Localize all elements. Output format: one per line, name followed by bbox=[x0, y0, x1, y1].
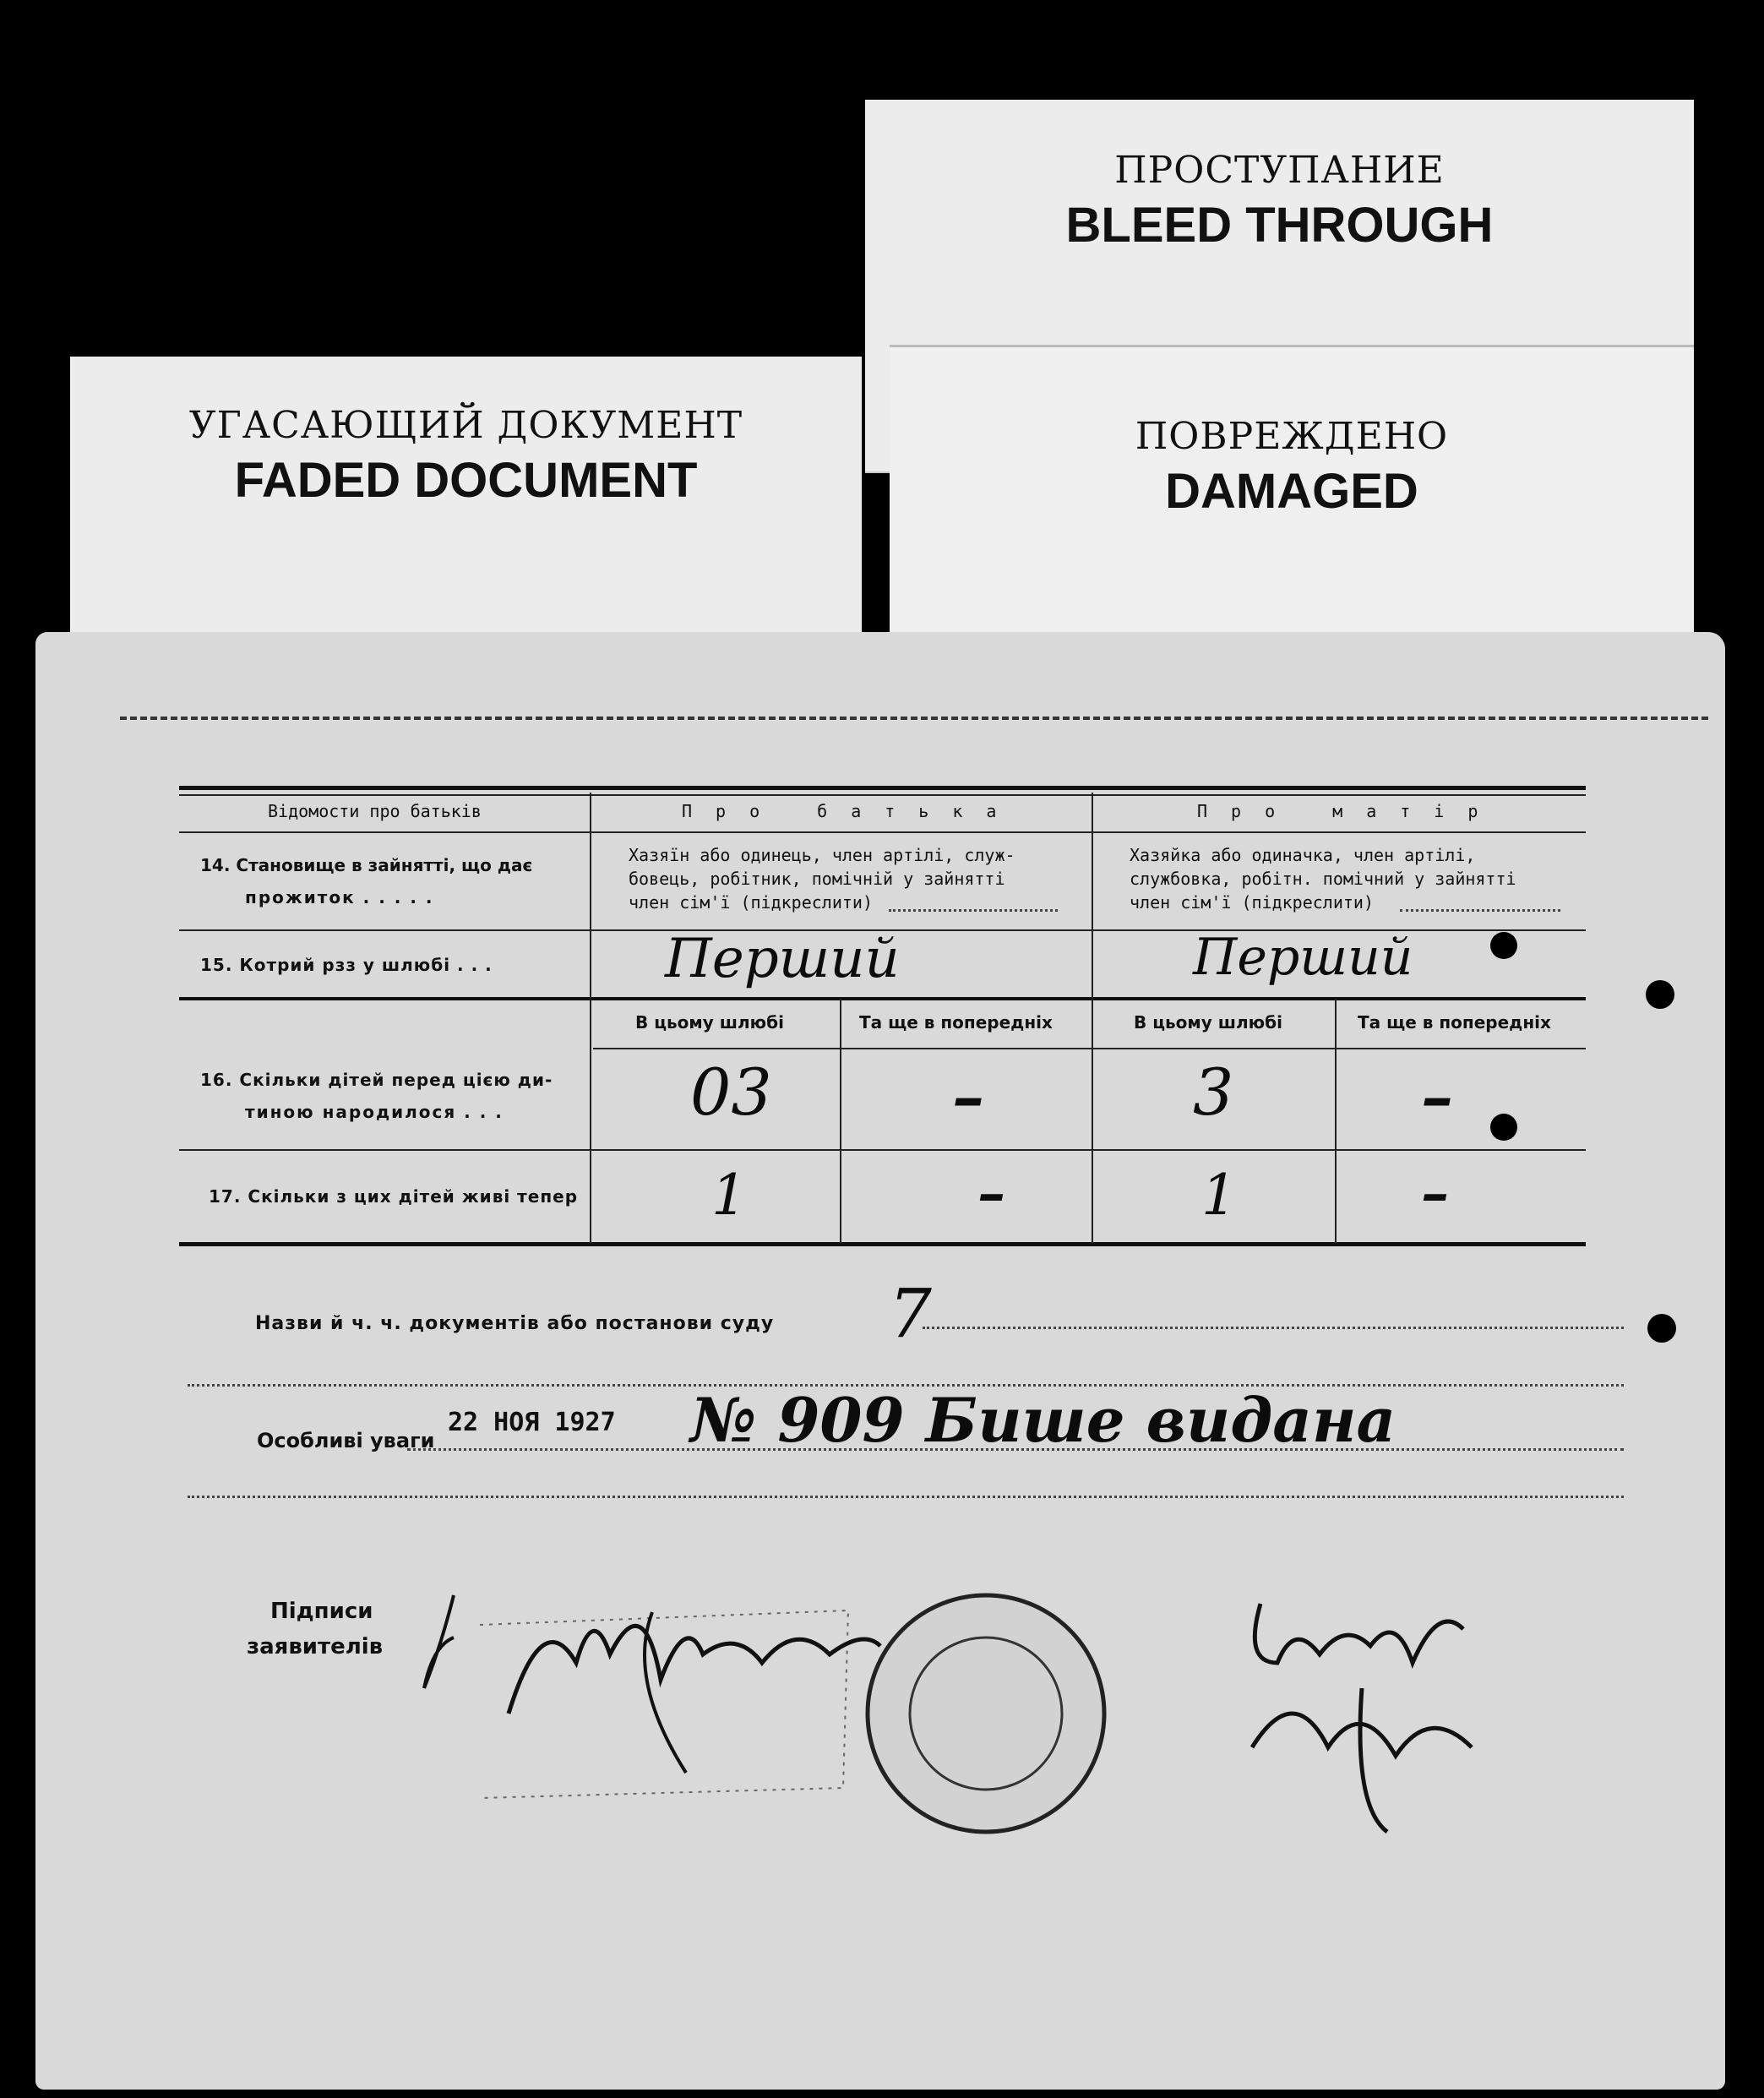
row15-mother-value: Перший bbox=[1193, 928, 1413, 987]
fill-line bbox=[889, 909, 1058, 912]
notes-label: Особливі уваги bbox=[257, 1429, 435, 1452]
fill-line bbox=[407, 1448, 1624, 1451]
row14-father-options: бовець, робітник, помічній у зайнятті bbox=[629, 869, 1005, 889]
date-stamp: 22 НОЯ 1927 bbox=[448, 1408, 616, 1437]
damaged-ru: ПОВРЕЖДЕНО bbox=[1135, 415, 1449, 458]
col-header-father: Про батька bbox=[682, 801, 1021, 821]
bleed-through-en: BLEED THROUGH bbox=[1065, 198, 1494, 253]
official-seal-icon bbox=[868, 1595, 1104, 1832]
fill-line bbox=[1400, 909, 1560, 912]
document-sheet bbox=[35, 632, 1725, 2090]
row14-mother-options: службовка, робітн. помічний у зайнятті bbox=[1130, 869, 1516, 889]
table-col-divider bbox=[590, 793, 591, 1244]
ink-blot bbox=[1490, 932, 1517, 959]
bleed-through-ru: ПРОСТУПАНИЕ bbox=[1114, 149, 1445, 192]
table-col-divider bbox=[840, 999, 841, 1244]
row14-label: 14. Становище в зайнятті, що дає bbox=[200, 855, 533, 875]
damaged-en: DAMAGED bbox=[1165, 464, 1418, 519]
punch-hole bbox=[1646, 980, 1674, 1009]
notes-value: № 909 Бише видана bbox=[690, 1384, 1396, 1456]
row14-father-options: член сім'ї (підкреслити) bbox=[629, 892, 873, 913]
row17-father-this: 1 bbox=[711, 1163, 747, 1228]
signatures-artwork bbox=[407, 1553, 1590, 1840]
faded-document-card bbox=[70, 357, 862, 642]
row16-father-this: 03 bbox=[690, 1054, 772, 1130]
row15-father-value: Перший bbox=[665, 928, 900, 990]
subheader-this-marriage-mother: В цьому шлюбі bbox=[1134, 1012, 1282, 1033]
fill-line bbox=[923, 1327, 1624, 1329]
row17-father-prev: – bbox=[977, 1160, 1005, 1226]
signatures-label-cont: заявителів bbox=[247, 1634, 384, 1659]
subheader-previous-father: Та ще в попередніх bbox=[859, 1012, 1053, 1033]
documents-value: 7 bbox=[889, 1274, 932, 1353]
col-header-mother: Про матір bbox=[1197, 801, 1502, 821]
punch-hole bbox=[1647, 1314, 1676, 1343]
row16-father-prev: – bbox=[952, 1059, 984, 1134]
table-rule bbox=[593, 1048, 1586, 1049]
row17-mother-this: 1 bbox=[1201, 1163, 1237, 1228]
row16-mother-this: 3 bbox=[1193, 1054, 1234, 1130]
table-bottom-border bbox=[179, 1242, 1586, 1246]
row14-mother-options: Хазяйка або одиначка, член артілі, bbox=[1130, 845, 1476, 865]
row14-label-cont: прожиток . . . . . bbox=[245, 887, 434, 907]
table-top-border bbox=[179, 786, 1586, 790]
row17-mother-prev: – bbox=[1421, 1160, 1449, 1226]
table-rule bbox=[179, 831, 1586, 833]
table-rule bbox=[179, 794, 1586, 796]
row15-label: 15. Котрий рзз у шлюбі . . . bbox=[200, 955, 493, 975]
ink-blot bbox=[1490, 1114, 1517, 1141]
damaged-card bbox=[890, 345, 1694, 645]
row16-label: 16. Скільки дітей перед цією ди- bbox=[200, 1070, 553, 1090]
row16-mother-prev: – bbox=[1421, 1059, 1453, 1134]
signatures-label: Підписи bbox=[270, 1599, 373, 1624]
col-header-parents: Відомости про батьків bbox=[268, 801, 482, 821]
table-col-divider bbox=[1335, 999, 1337, 1244]
subheader-previous-mother: Та ще в попередніх bbox=[1358, 1012, 1551, 1033]
row14-father-options: Хазяїн або одинець, член артілі, служ- bbox=[629, 845, 1015, 865]
fill-line bbox=[188, 1496, 1624, 1498]
table-col-divider bbox=[1092, 793, 1093, 1244]
perforation-line bbox=[120, 717, 1708, 720]
row17-label: 17. Скільки з цих дітей живі тепер bbox=[209, 1186, 579, 1207]
faded-document-en: FADED DOCUMENT bbox=[234, 453, 698, 508]
table-rule bbox=[179, 997, 1586, 1000]
row16-label-cont: тиною народилося . . . bbox=[245, 1102, 504, 1122]
documents-label: Назви й ч. ч. документів або постанови суду bbox=[255, 1313, 775, 1334]
row14-mother-options: член сім'ї (підкреслити) bbox=[1130, 892, 1374, 913]
subheader-this-marriage-father: В цьому шлюбі bbox=[635, 1012, 784, 1033]
table-rule bbox=[179, 1149, 1586, 1151]
faded-document-ru: УГАСАЮЩИЙ ДОКУМЕНТ bbox=[188, 404, 743, 447]
